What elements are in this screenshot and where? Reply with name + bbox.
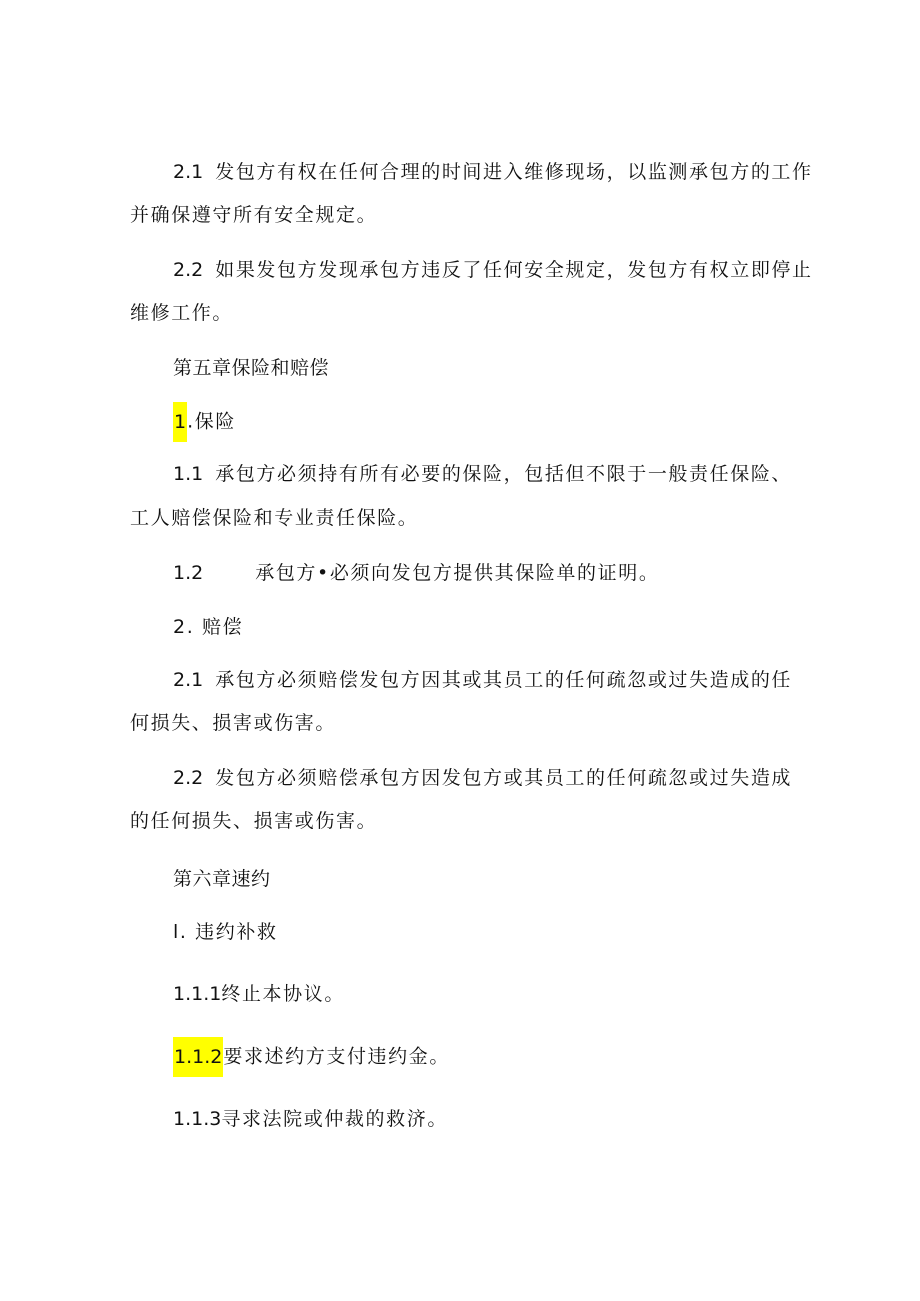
clause-2-2-line2: 维修工作。: [130, 302, 234, 324]
insurance-1-2-line: [173, 561, 659, 585]
clause-2-2-line1: [173, 258, 813, 282]
clause-text: 要求述约方支付违约金。: [223, 1045, 450, 1068]
clause-2-1-line1: [173, 160, 813, 184]
clause-number: 2.1: [173, 669, 204, 691]
clause-text: 发包方必须赔偿承包方因发包方或其员工的任何疏忽或过失造成: [215, 767, 793, 789]
clause-text: 如果发包方发现承包方违反了任何安全规定，发包方有权立即停止: [215, 259, 813, 281]
clause-number: 1.2: [173, 562, 204, 584]
section-remedy-heading: l. 违约补救: [173, 921, 278, 943]
clause-number: 1.1.1: [173, 983, 222, 1005]
highlighted-number: 1: [173, 402, 187, 442]
clause-number: 1.1: [173, 463, 204, 485]
clause-number: 2.2: [173, 259, 204, 281]
section-title: .保险: [187, 410, 236, 433]
insurance-1-1-line2: 工人赔偿保险和专业责任保险。: [130, 507, 419, 529]
clause-text: 终止本协议。: [221, 983, 345, 1005]
clause-text: 承包方必须赔偿发包方因其或其员工的任何疏忽或过失造成的任: [215, 669, 793, 691]
chapter-6-heading: 第六章速约: [173, 868, 271, 890]
highlighted-number: 1.1.2: [173, 1037, 223, 1077]
insurance-1-1-line1: [173, 462, 792, 486]
clause-number: 2.2: [173, 767, 204, 789]
clause-text: 发包方有权在任何合理的时间进入维修现场，以监测承包方的工作: [215, 161, 813, 183]
chapter-5-heading: 第五章保险和赔偿: [173, 357, 330, 379]
remedy-1-1-2-line: [173, 1037, 450, 1077]
compensation-2-1-line2: 何损失、损害或伤害。: [130, 712, 337, 734]
section-compensation-heading: 2. 赔偿: [173, 616, 244, 638]
compensation-2-1-line1: [173, 668, 792, 692]
compensation-2-2-line2: 的任何损失、损害或伤害。: [130, 810, 378, 832]
compensation-2-2-line1: [173, 766, 792, 790]
remedy-1-1-3-line: [173, 1107, 448, 1131]
clause-text: 寻求法院或仲裁的救济。: [221, 1108, 448, 1130]
section-insurance-heading: [173, 402, 236, 442]
clause-2-1-line2: 并确保遵守所有安全规定。: [130, 204, 378, 226]
clause-number: 2.1: [173, 161, 204, 183]
clause-text: 承包方•必须向发包方提供其保险单的证明。: [255, 562, 660, 584]
remedy-1-1-1-line: [173, 982, 345, 1006]
clause-text: 承包方必须持有所有必要的保险，包括但不限于一般责任保险、: [215, 463, 793, 485]
clause-number: 1.1.3: [173, 1108, 222, 1130]
